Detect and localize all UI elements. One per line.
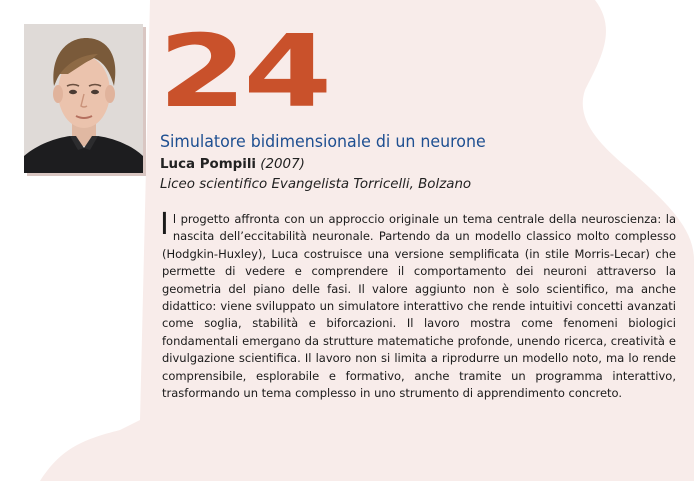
article-title: Simulatore bidimensionale di un neurone [160, 132, 486, 152]
author-year: (2007) [260, 157, 305, 172]
body-text: l progetto affronta con un approccio originale un tema centrale della neuroscienza: la nascita dell’eccitabilità neuronale. Partendo da un modello classico molto complesso (Hodgkin-Huxley), Luca costruisce una versione semplificata (in stile Morris-Lecar) che permette di vedere e comprendere il comportamento dei neuroni attraverso la geometria del piano delle fasi. Il valore aggiunto non è solo scientifico, ma anche didattico: viene sviluppato un simulatore interattivo che rende intuitivi concetti avanzati come soglia, stabilità e biforcazioni. Il lavoro mostra come fenomeni biologici fondamentali emergano da strutture matematiche profonde, unendo ricerca, creatività e divulgazione scientifica. Il lavoro non si limita a riprodurre un modello noto, ma lo rende comprensibile, esplorabile e formativo, anche tramite un programma interattivo, trasformando un tema complesso in uno strumento di apprendimento concreto. [162, 212, 676, 401]
author-name: Luca Pompili [160, 157, 257, 172]
page-number: 24 [158, 13, 329, 130]
author-photo [24, 24, 143, 173]
drop-cap: I [160, 207, 169, 242]
body-paragraph [160, 207, 676, 402]
school-name: Liceo scientifico Evangelista Torricelli, Bolzano [160, 177, 472, 192]
author-line [160, 157, 305, 172]
